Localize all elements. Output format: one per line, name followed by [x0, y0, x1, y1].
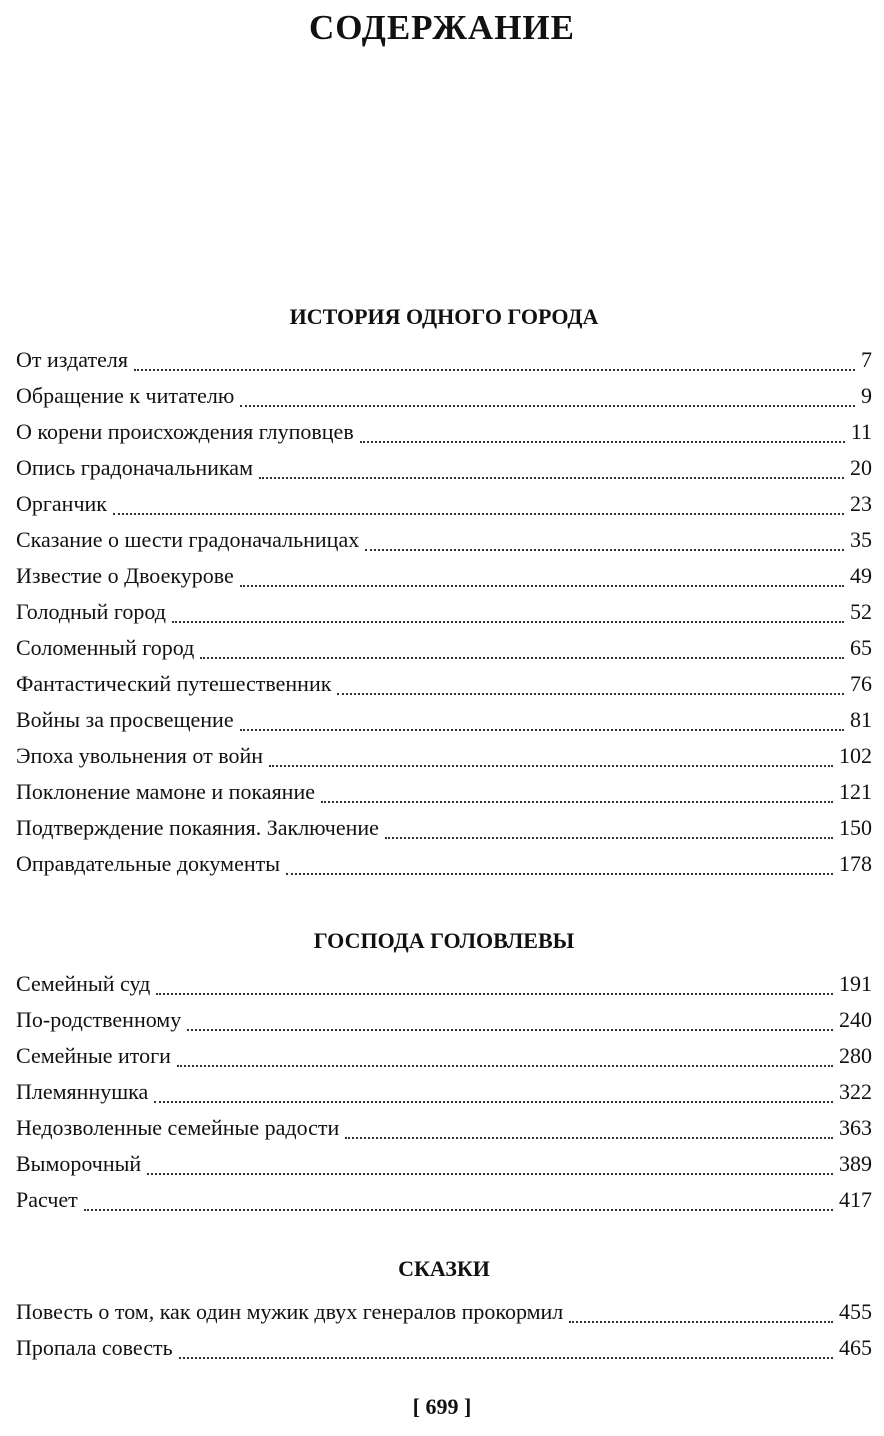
toc-entry — [16, 846, 872, 882]
toc-entry — [16, 1110, 872, 1146]
toc-entry-title: Оправдательные документы — [16, 851, 280, 876]
dot-leader — [240, 729, 844, 731]
dot-leader — [360, 441, 845, 443]
toc-entry — [16, 1038, 872, 1074]
toc-entry-title: Соломенный город — [16, 635, 195, 660]
section-title: ГОСПОДА ГОЛОВЛЕВЫ — [313, 928, 575, 953]
toc-entry — [16, 414, 872, 450]
toc-entry — [16, 594, 872, 630]
toc-entry-title: От издателя — [16, 347, 128, 372]
toc-entry — [16, 522, 872, 558]
toc-entry-page: 20 — [850, 455, 872, 480]
toc-entry-page: 121 — [839, 779, 872, 804]
dot-leader — [240, 405, 855, 407]
toc-entry-page: 11 — [850, 419, 872, 444]
toc-entry-page: 7 — [861, 347, 872, 372]
toc-entry — [16, 1330, 872, 1366]
dot-leader — [84, 1209, 833, 1211]
dot-leader — [154, 1101, 833, 1103]
dot-leader — [179, 1357, 833, 1359]
toc-list — [16, 1294, 872, 1366]
section-istoriya-odnogo-goroda — [16, 302, 872, 882]
toc-entry-page: 178 — [839, 851, 872, 876]
toc-entry-title: Семейные итоги — [16, 1043, 171, 1068]
toc-entry — [16, 810, 872, 846]
toc-entry-title: Поклонение мамоне и покаяние — [16, 779, 315, 804]
toc-entry-title: Голодный город — [16, 599, 166, 624]
toc-entry-title: Племяннушка — [16, 1079, 149, 1104]
dot-leader — [259, 477, 844, 479]
toc-entry-title: По-родственному — [16, 1007, 182, 1032]
toc-entry — [16, 774, 872, 810]
toc-entry-title: Повесть о том, как один мужик двух генералов прокормил — [16, 1299, 564, 1324]
section-title: ИСТОРИЯ ОДНОГО ГОРОДА — [289, 304, 599, 329]
toc-entry-page: 65 — [850, 635, 872, 660]
toc-entry — [16, 1146, 872, 1182]
toc-entry-title: Известие о Двоекурове — [16, 563, 234, 588]
toc-entry-page: 280 — [839, 1043, 872, 1068]
toc-entry — [16, 702, 872, 738]
toc-entry — [16, 1074, 872, 1110]
section-skazki — [16, 1254, 872, 1366]
toc-entry — [16, 738, 872, 774]
toc-list — [16, 342, 872, 882]
toc-entry-title: Эпоха увольнения от войн — [16, 743, 263, 768]
toc-entry-page: 23 — [850, 491, 872, 516]
dot-leader — [269, 765, 833, 767]
dot-leader — [172, 621, 844, 623]
toc-entry — [16, 966, 872, 1002]
toc-entry-title: Сказание о шести градоначальницах — [16, 527, 360, 552]
toc-entry — [16, 630, 872, 666]
dot-leader — [177, 1065, 833, 1067]
toc-entry-title: О корени происхождения глуповцев — [16, 419, 354, 444]
page-title: СОДЕРЖАНИЕ — [308, 8, 575, 47]
dot-leader — [200, 657, 844, 659]
toc-entry-page: 191 — [839, 971, 872, 996]
toc-entry-title: Обращение к читателю — [16, 383, 235, 408]
dot-leader — [113, 513, 844, 515]
toc-entry-page: 81 — [850, 707, 872, 732]
toc-entry — [16, 486, 872, 522]
toc-entry-page: 363 — [839, 1115, 872, 1140]
dot-leader — [321, 801, 833, 803]
dot-leader — [569, 1321, 833, 1323]
toc-entry — [16, 450, 872, 486]
dot-leader — [187, 1029, 833, 1031]
toc-entry-page: 49 — [850, 563, 872, 588]
toc-entry-page: 150 — [839, 815, 872, 840]
toc-entry — [16, 1182, 872, 1218]
toc-entry-title: Расчет — [16, 1187, 78, 1212]
dot-leader — [385, 837, 833, 839]
dot-leader — [240, 585, 844, 587]
toc-entry-page: 417 — [839, 1187, 872, 1212]
toc-entry-title: Выморочный — [16, 1151, 142, 1176]
toc-entry-page: 9 — [861, 383, 872, 408]
toc-entry-page: 52 — [850, 599, 872, 624]
toc-entry-page: 389 — [839, 1151, 872, 1176]
toc-entry — [16, 666, 872, 702]
dot-leader — [147, 1173, 833, 1175]
toc-entry-page: 455 — [839, 1299, 872, 1324]
page-number: [ 699 ] — [412, 1394, 472, 1419]
toc-entry — [16, 558, 872, 594]
dot-leader — [345, 1137, 833, 1139]
section-gospoda-golovlevy — [16, 926, 872, 1218]
toc-entry-page: 465 — [839, 1335, 872, 1360]
section-title: СКАЗКИ — [398, 1256, 490, 1281]
toc-entry-title: Фантастический путешественник — [16, 671, 332, 696]
toc-entry-title: Пропала совесть — [16, 1335, 173, 1360]
toc-entry-title: Войны за просвещение — [16, 707, 234, 732]
toc-entry — [16, 1002, 872, 1038]
toc-entry-page: 240 — [839, 1007, 872, 1032]
dot-leader — [365, 549, 844, 551]
dot-leader — [134, 369, 855, 371]
toc-entry-page: 322 — [839, 1079, 872, 1104]
dot-leader — [156, 993, 833, 995]
toc-entry-title: Опись градоначальникам — [16, 455, 253, 480]
dot-leader — [286, 873, 833, 875]
toc-entry-title: Подтверждение покаяния. Заключение — [16, 815, 379, 840]
toc-entry-page: 35 — [850, 527, 872, 552]
toc-entry-title: Органчик — [16, 491, 107, 516]
toc-entry — [16, 342, 872, 378]
toc-list — [16, 966, 872, 1218]
toc-entry-title: Семейный суд — [16, 971, 151, 996]
toc-entry-page: 102 — [839, 743, 872, 768]
dot-leader — [337, 693, 844, 695]
toc-entry-title: Недозволенные семейные радости — [16, 1115, 340, 1140]
toc-entry-page: 76 — [850, 671, 872, 696]
toc-entry — [16, 1294, 872, 1330]
toc-entry — [16, 378, 872, 414]
